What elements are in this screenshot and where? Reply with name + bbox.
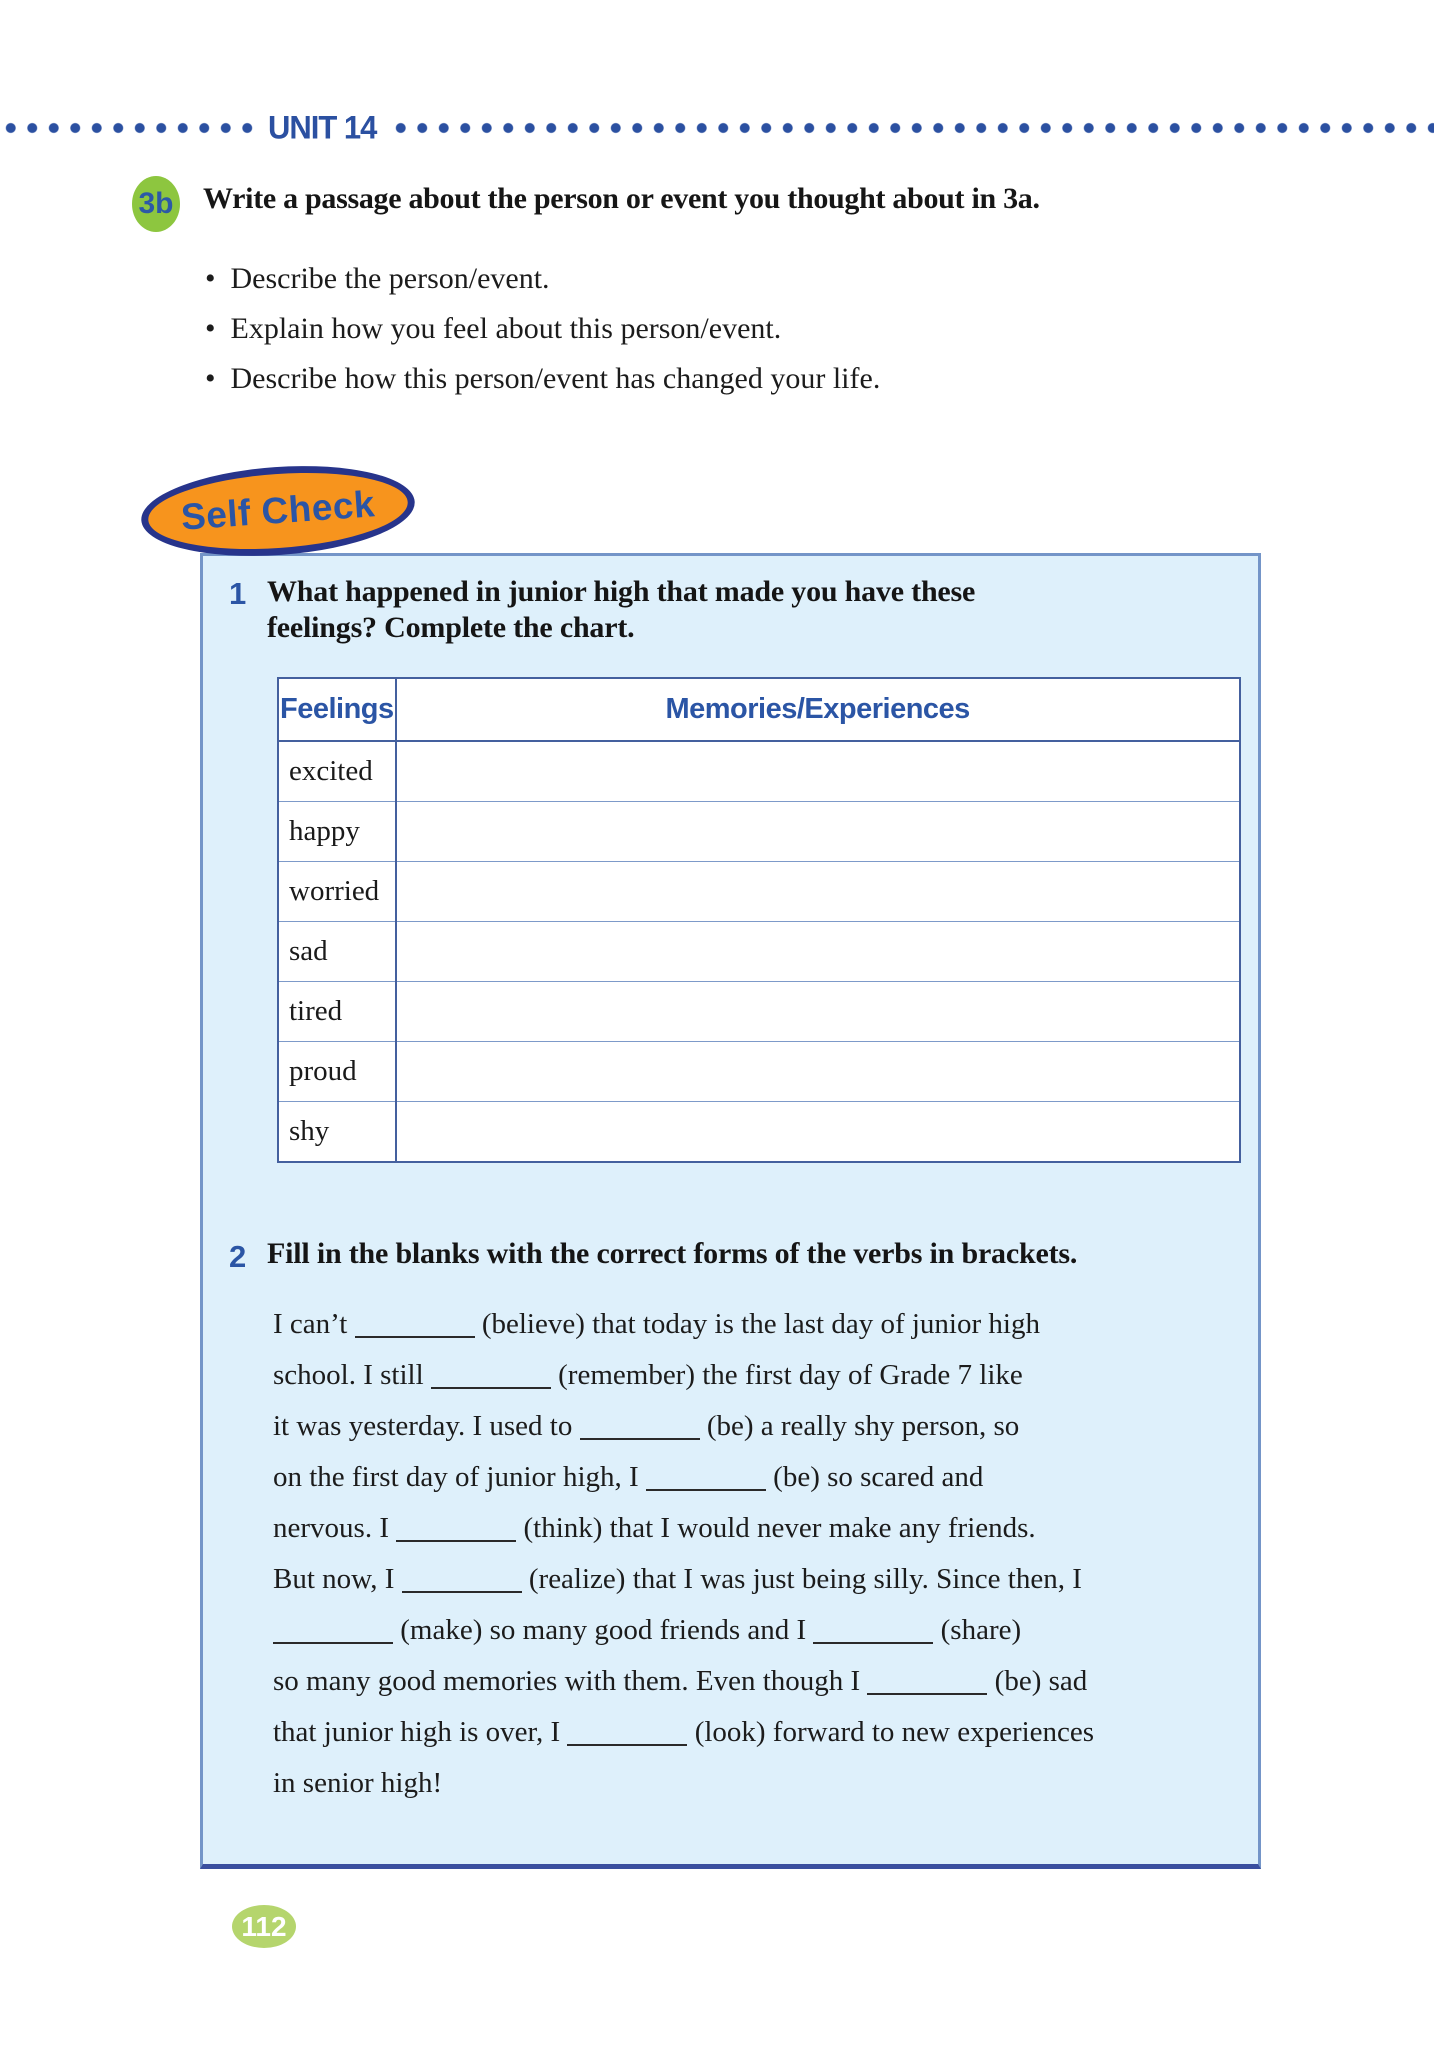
passage-line bbox=[273, 1758, 1094, 1809]
bullet-marker: • bbox=[205, 312, 216, 345]
bullet-marker: • bbox=[205, 262, 216, 295]
unit-header-rule bbox=[0, 109, 1434, 146]
memory-empty-cell bbox=[396, 1102, 1240, 1163]
passage-text: (look) forward to new experiences bbox=[687, 1716, 1095, 1748]
memory-empty-cell bbox=[396, 802, 1240, 862]
dotted-line-right bbox=[390, 118, 1434, 138]
passage-line bbox=[273, 1452, 1094, 1503]
feeling-label-cell: excited bbox=[278, 741, 396, 802]
memory-empty-cell bbox=[396, 922, 1240, 982]
answer-blank bbox=[402, 1561, 522, 1593]
bullet-item bbox=[205, 354, 880, 404]
passage-line bbox=[273, 1605, 1094, 1656]
feelings-column-header: Feelings bbox=[278, 678, 396, 741]
bullet-marker: • bbox=[205, 362, 216, 395]
memory-empty-cell bbox=[396, 982, 1240, 1042]
feelings-table-header-row bbox=[278, 678, 1240, 741]
feeling-label-cell: happy bbox=[278, 802, 396, 862]
answer-blank bbox=[813, 1612, 933, 1644]
passage-text: (share) bbox=[933, 1614, 1022, 1646]
feeling-label-cell: shy bbox=[278, 1102, 396, 1163]
feelings-table-row bbox=[278, 982, 1240, 1042]
dotted-line-left bbox=[0, 118, 257, 138]
answer-blank bbox=[867, 1663, 987, 1695]
passage-text: But now, I bbox=[273, 1563, 402, 1595]
bullet-text: Describe how this person/event has changed your life. bbox=[230, 362, 881, 395]
answer-blank bbox=[580, 1408, 700, 1440]
bullet-text: Explain how you feel about this person/event. bbox=[230, 312, 782, 345]
bullet-text: Describe the person/event. bbox=[230, 262, 550, 295]
feelings-table-body bbox=[278, 741, 1240, 1162]
memory-empty-cell bbox=[396, 741, 1240, 802]
feelings-table-row bbox=[278, 1042, 1240, 1102]
passage-text: (be) so scared and bbox=[765, 1461, 984, 1493]
passage-line bbox=[273, 1656, 1094, 1707]
answer-blank bbox=[355, 1306, 475, 1338]
passage-text: that junior high is over, I bbox=[273, 1716, 568, 1748]
passage-text: (make) so many good friends and I bbox=[393, 1614, 814, 1646]
page-number-badge bbox=[232, 1905, 296, 1948]
passage-line bbox=[273, 1554, 1094, 1605]
feeling-label-cell: proud bbox=[278, 1042, 396, 1102]
self-check-panel bbox=[200, 553, 1261, 1869]
item2-number: 2 bbox=[229, 1239, 247, 1274]
feeling-label-cell: sad bbox=[278, 922, 396, 982]
activity-badge-label: 3b bbox=[138, 187, 174, 220]
passage-text: (think) that I would never make any friends. bbox=[516, 1512, 1036, 1544]
passage-text: school. I still bbox=[273, 1359, 431, 1391]
answer-blank bbox=[431, 1357, 551, 1389]
memory-empty-cell bbox=[396, 862, 1240, 922]
activity-bullets bbox=[205, 254, 880, 404]
feeling-label-cell: tired bbox=[278, 982, 396, 1042]
feelings-table-row bbox=[278, 1102, 1240, 1163]
self-check-badge bbox=[138, 458, 417, 565]
passage-text: in senior high! bbox=[273, 1767, 443, 1799]
passage-text: so many good memories with them. Even though I bbox=[273, 1665, 868, 1697]
page-number: 112 bbox=[241, 1910, 287, 1942]
unit-title: UNIT 14 bbox=[268, 109, 377, 146]
passage-line bbox=[273, 1503, 1094, 1554]
passage-text: (be) a really shy person, so bbox=[699, 1410, 1020, 1442]
feelings-table bbox=[277, 677, 1241, 1163]
feelings-table-row bbox=[278, 862, 1240, 922]
item1-number: 1 bbox=[229, 576, 247, 611]
passage-text: (be) sad bbox=[987, 1665, 1088, 1697]
feeling-label-cell: worried bbox=[278, 862, 396, 922]
answer-blank bbox=[273, 1612, 393, 1644]
item2-instruction: Fill in the blanks with the correct forms of the verbs in brackets. bbox=[267, 1237, 1078, 1270]
passage-line bbox=[273, 1350, 1094, 1401]
memories-column-header: Memories/Experiences bbox=[396, 678, 1240, 741]
answer-blank bbox=[646, 1459, 766, 1491]
passage-text: (realize) that I was just being silly. Since then, I bbox=[521, 1563, 1082, 1595]
passage-text: I can’t bbox=[273, 1308, 355, 1340]
item1-instruction-line1: What happened in junior high that made you have these bbox=[267, 575, 976, 608]
passage-text: (believe) that today is the last day of junior high bbox=[474, 1308, 1040, 1340]
activity-title: Write a passage about the person or event you thought about in 3a. bbox=[203, 182, 1040, 215]
memory-empty-cell bbox=[396, 1042, 1240, 1102]
self-check-label: Self Check bbox=[179, 483, 377, 538]
item1-instruction-line2: feelings? Complete the chart. bbox=[267, 611, 635, 644]
answer-blank bbox=[396, 1510, 516, 1542]
bullet-item bbox=[205, 254, 880, 304]
feelings-table-row bbox=[278, 802, 1240, 862]
answer-blank bbox=[567, 1714, 687, 1746]
feelings-table-row bbox=[278, 741, 1240, 802]
bullet-item bbox=[205, 304, 880, 354]
passage-text: on the first day of junior high, I bbox=[273, 1461, 646, 1493]
passage-line bbox=[273, 1401, 1094, 1452]
passage-text: nervous. I bbox=[273, 1512, 397, 1544]
fill-in-passage bbox=[273, 1299, 1094, 1809]
activity-badge-3b bbox=[132, 176, 180, 232]
item1-instruction bbox=[267, 574, 975, 646]
passage-text: (remember) the first day of Grade 7 like bbox=[550, 1359, 1023, 1391]
passage-text: it was yesterday. I used to bbox=[273, 1410, 580, 1442]
passage-line bbox=[273, 1707, 1094, 1758]
passage-line bbox=[273, 1299, 1094, 1350]
feelings-table-row bbox=[278, 922, 1240, 982]
